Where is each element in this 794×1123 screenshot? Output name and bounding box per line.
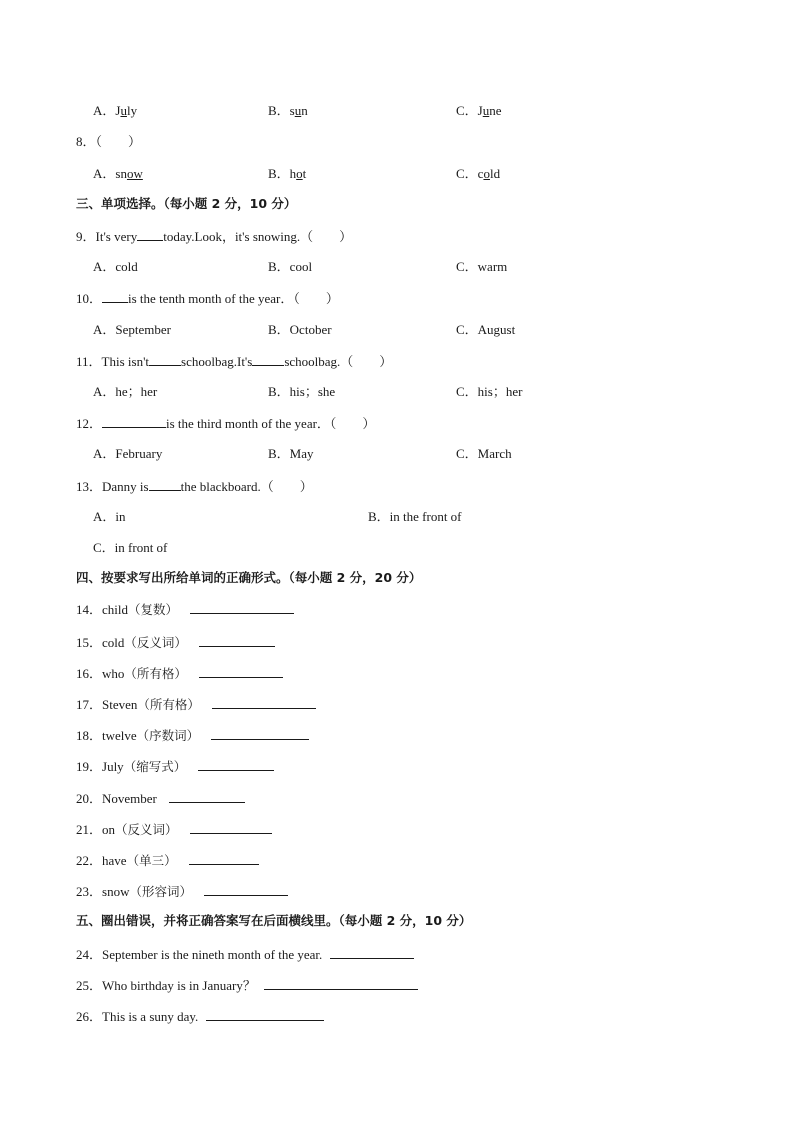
answer-blank[interactable] [169,790,245,803]
question-text: is the tenth month of the year．（ ） [128,291,339,306]
q11-option-a: A．he；her [93,384,158,399]
question-number: 15． [76,635,103,650]
underlined-letters: u [294,103,302,118]
word-form-item [76,696,316,713]
q11-option-b: B．his；she [268,384,336,399]
question-number: 25． [76,978,103,993]
answer-blank[interactable] [206,1008,324,1021]
answer-blank[interactable] [102,415,166,428]
option-text: n [301,103,308,118]
underlined-letters: u [120,103,127,118]
q13-option-a: A．in [93,509,126,524]
option-label: B． [268,166,290,181]
question-number: 17． [76,697,103,712]
option-label: A． [93,103,116,118]
error-correction-item [76,946,414,963]
question-11 [76,353,392,370]
question-13 [76,478,313,495]
form-hint: （所有格） [124,666,187,681]
given-word: July [102,759,124,774]
option-text: ne [489,103,502,118]
section-5-heading: 五、圈出错误，并将正确答案写在后面横线里。（每小题 2 分，10 分） [76,913,472,928]
word-form-item [76,601,294,618]
word-form-item [76,634,275,651]
question-number: 8． [76,134,96,149]
question-text: the blackboard.（ ） [180,479,313,494]
answer-blank[interactable] [102,290,128,303]
q12-option-a: A．February [93,446,163,461]
question-number: 12． [76,416,103,431]
answer-blank[interactable] [199,665,283,678]
given-word: have [102,853,127,868]
answer-blank[interactable] [252,353,284,366]
option-text: sn [115,166,127,181]
word-form-item [76,852,259,869]
given-word: Steven [102,697,138,712]
question-text: schoolbag.It's [181,354,253,369]
option-label: C． [456,166,478,181]
error-correction-item [76,977,418,994]
option-text: t [302,166,307,181]
q13-option-c: C．in front of [93,540,168,555]
option-text: J [115,103,121,118]
q12-option-b: B．May [268,446,314,461]
form-hint: （单三） [126,853,177,868]
question-number: 24． [76,947,103,962]
question-text: It's very [95,229,138,244]
question-9 [76,228,352,245]
form-hint: （反义词） [115,822,178,837]
sentence-text: This is a suny day. [102,1009,199,1024]
option-text: s [289,103,295,118]
answer-paren: （ ） [95,134,142,149]
section-3-heading: 三、单项选择。（每小题 2 分，10 分） [76,196,297,211]
question-10 [76,290,339,307]
answer-blank[interactable] [190,601,294,614]
question-number: 21． [76,822,103,837]
question-number: 9． [76,229,96,244]
q8-option-b [268,166,306,182]
given-word: cold [102,635,125,650]
given-word: child [102,602,129,617]
word-form-item [76,758,274,775]
sentence-text: Who birthday is in January？ [102,978,256,993]
word-form-item [76,727,309,744]
question-number: 14． [76,602,103,617]
question-number: 26． [76,1009,103,1024]
q10-option-c: C．August [456,322,516,337]
option-text: ly [126,103,138,118]
answer-blank[interactable] [330,946,414,959]
error-correction-item [76,1008,324,1025]
question-number: 20． [76,791,103,806]
form-hint: （所有格） [137,697,200,712]
form-hint: （形容词） [129,884,192,899]
form-hint: （反义词） [124,635,187,650]
answer-blank[interactable] [189,852,259,865]
form-hint: （缩写式） [123,759,187,774]
question-text: schoolbag.（ ） [284,354,393,369]
answer-blank[interactable] [149,478,181,491]
q13-option-b: B．in the front of [368,509,462,524]
q9-option-b: B．cool [268,259,313,274]
option-label: B． [268,103,290,118]
q8-option-a [93,166,143,182]
answer-blank[interactable] [204,883,288,896]
underlined-letters: o [483,166,490,181]
underlined-letters: o [296,166,303,181]
answer-blank[interactable] [199,634,275,647]
given-word: November [102,791,157,806]
q10-option-a: A．September [93,322,171,337]
question-number: 19． [76,759,103,774]
q8-option-c [456,166,500,182]
given-word: snow [102,884,130,899]
question-number: 22． [76,853,103,868]
question-number: 13． [76,479,103,494]
q7-option-b [268,103,308,119]
q7-option-a [93,103,137,119]
question-number: 10． [76,291,103,306]
q12-option-c: C．March [456,446,512,461]
section-4-heading: 四、按要求写出所给单词的正确形式。（每小题 2 分，20 分） [76,570,422,585]
question-number: 16． [76,666,103,681]
question-number: 23． [76,884,103,899]
question-number: 18． [76,728,103,743]
question-number: 11． [76,354,102,369]
question-text: today.Look，it's snowing.（ ） [163,229,353,244]
answer-blank[interactable] [264,977,418,990]
underlined-letters: u [482,103,490,118]
option-label: C． [456,103,478,118]
answer-blank[interactable] [211,727,309,740]
answer-blank[interactable] [198,758,274,771]
word-form-item [76,883,288,900]
form-hint: （复数） [128,602,179,617]
question-text: This isn't [101,354,150,369]
question-text: is the third month of the year．（ ） [166,416,376,431]
word-form-item [76,665,283,682]
q9-option-c: C．warm [456,259,508,274]
option-text: c [477,166,484,181]
given-word: who [102,666,125,681]
answer-blank[interactable] [212,696,316,709]
answer-blank[interactable] [137,228,163,241]
answer-blank[interactable] [190,821,272,834]
option-label: A． [93,166,116,181]
q10-option-b: B．October [268,322,332,337]
given-word: twelve [102,728,137,743]
q7-option-c [456,103,502,119]
underlined-letters: ow [126,166,143,181]
question-8 [76,134,141,150]
word-form-item [76,790,245,807]
form-hint: （序数词） [136,728,200,743]
option-text: ld [489,166,501,181]
word-form-item [76,821,272,838]
option-text: h [289,166,297,181]
q9-option-a: A．cold [93,259,138,274]
question-12 [76,415,375,432]
sentence-text: September is the nineth month of the year. [102,947,323,962]
answer-blank[interactable] [149,353,181,366]
q11-option-c: C．his；her [456,384,523,399]
given-word: on [102,822,116,837]
option-text: J [477,103,483,118]
question-text: Danny is [102,479,149,494]
